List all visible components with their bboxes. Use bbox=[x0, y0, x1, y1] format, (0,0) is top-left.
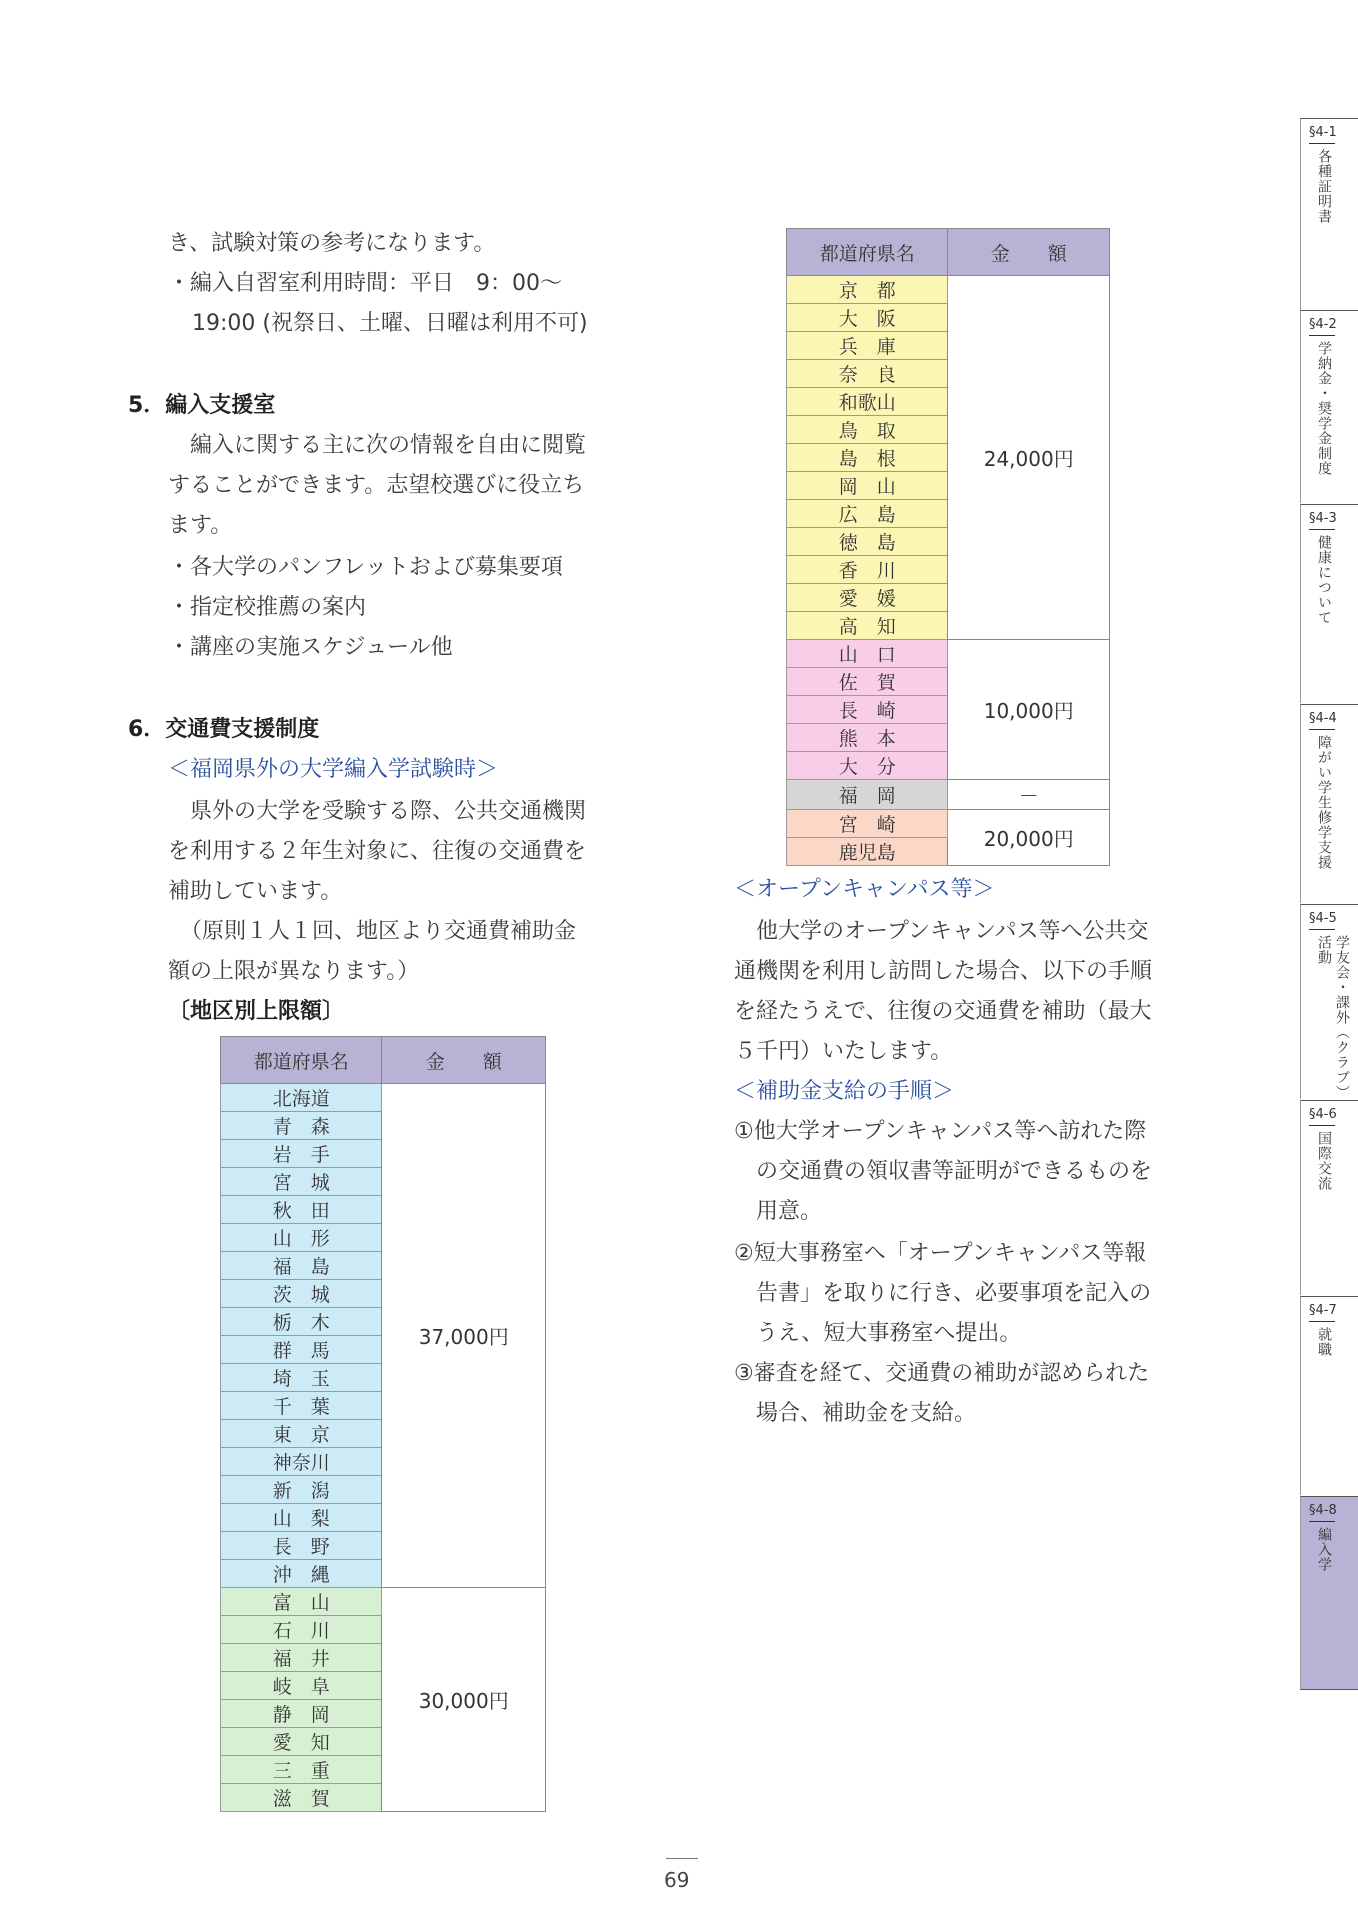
page-number: 69 bbox=[664, 1868, 690, 1892]
prefecture-cell: 三 重 bbox=[221, 1756, 382, 1784]
step-item: ②短大事務室へ「オープンキャンパス等報 bbox=[734, 1241, 1147, 1266]
step-item: の交通費の領収書等証明ができるものを bbox=[756, 1159, 1153, 1184]
tab-rule bbox=[1309, 1125, 1335, 1126]
prefecture-cell: 富 山 bbox=[221, 1588, 382, 1616]
tab-label: 就職 bbox=[1316, 1327, 1332, 1357]
region-amount-table-right bbox=[786, 228, 1110, 866]
prefecture-cell: 和歌山 bbox=[787, 388, 948, 416]
prefecture-cell: 岩 手 bbox=[221, 1140, 382, 1168]
amount-cell: － bbox=[948, 780, 1110, 810]
tab-label: 学納金・奨学金制度 bbox=[1316, 341, 1332, 476]
list-item: ・指定校推薦の案内 bbox=[168, 595, 367, 620]
table-row bbox=[787, 780, 1110, 810]
step-item: ①他大学オープンキャンパス等へ訪れた際 bbox=[734, 1119, 1147, 1144]
prefecture-cell: 新 潟 bbox=[221, 1476, 382, 1504]
subheading: ＜オープンキャンパス等＞ bbox=[734, 877, 995, 902]
prefecture-cell: 北海道 bbox=[221, 1084, 382, 1112]
subheading: ＜福岡県外の大学編入学試験時＞ bbox=[168, 757, 499, 782]
prefecture-cell: 神奈川 bbox=[221, 1448, 382, 1476]
section-tab[interactable] bbox=[1300, 118, 1358, 311]
step-item: うえ、短大事務室へ提出。 bbox=[756, 1321, 1022, 1346]
prefecture-cell: 青 森 bbox=[221, 1112, 382, 1140]
prefecture-cell: 熊 本 bbox=[787, 724, 948, 752]
body-text: を経たうえで、往復の交通費を補助（最大 bbox=[734, 999, 1152, 1024]
region-amount-table-left bbox=[220, 1036, 546, 1812]
prefecture-cell: 静 岡 bbox=[221, 1700, 382, 1728]
prefecture-cell: 茨 城 bbox=[221, 1280, 382, 1308]
body-text: ます。 bbox=[168, 513, 233, 538]
tab-code: §4-5 bbox=[1309, 911, 1337, 926]
tab-rule bbox=[1309, 729, 1335, 730]
prefecture-cell: 宮 城 bbox=[221, 1168, 382, 1196]
prefecture-cell: 鳥 取 bbox=[787, 416, 948, 444]
prefecture-cell: 山 梨 bbox=[221, 1504, 382, 1532]
tab-code: §4-6 bbox=[1309, 1107, 1337, 1122]
prefecture-cell: 群 馬 bbox=[221, 1336, 382, 1364]
prefecture-cell: 長 崎 bbox=[787, 696, 948, 724]
tab-label: 障がい学生修学支援 bbox=[1316, 735, 1332, 870]
tab-label: 学友会・課外（クラブ）活動 bbox=[1316, 935, 1350, 1093]
tab-code: §4-8 bbox=[1309, 1503, 1337, 1518]
prefecture-cell: 大 分 bbox=[787, 752, 948, 780]
step-item: 用意。 bbox=[756, 1199, 823, 1224]
header-amount: 金 額 bbox=[382, 1037, 546, 1084]
section-tab[interactable] bbox=[1300, 704, 1358, 903]
tab-code: §4-7 bbox=[1309, 1303, 1337, 1318]
body-text: 他大学のオープンキャンパス等へ公共交 bbox=[756, 919, 1149, 944]
table-row bbox=[787, 640, 1110, 668]
prefecture-cell: 千 葉 bbox=[221, 1392, 382, 1420]
body-text: 県外の大学を受験する際、公共交通機関 bbox=[190, 799, 587, 824]
prefecture-cell: 京 都 bbox=[787, 276, 948, 304]
tab-label: 健康について bbox=[1316, 535, 1332, 625]
section-heading-6: 6．交通費支援制度 bbox=[128, 717, 320, 742]
amount-cell: 10,000円 bbox=[948, 640, 1110, 780]
prefecture-cell: 香 川 bbox=[787, 556, 948, 584]
body-text: き、試験対策の参考になります。 bbox=[168, 231, 496, 256]
prefecture-cell: 広 島 bbox=[787, 500, 948, 528]
body-text: を利用する２年生対象に、往復の交通費を bbox=[168, 839, 587, 864]
step-item: 告書」を取りに行き、必要事項を記入の bbox=[756, 1281, 1152, 1306]
section-tab[interactable] bbox=[1300, 904, 1358, 1099]
section-tab[interactable] bbox=[1300, 1100, 1358, 1295]
step-item: 場合、補助金を支給。 bbox=[756, 1401, 977, 1426]
prefecture-cell: 岐 阜 bbox=[221, 1672, 382, 1700]
tab-code: §4-4 bbox=[1309, 711, 1337, 726]
tab-rule bbox=[1309, 529, 1335, 530]
tab-label: 各種証明書 bbox=[1316, 149, 1332, 224]
body-text: 19:00 (祝祭日、土曜、日曜は利用不可) bbox=[192, 311, 588, 336]
tab-rule bbox=[1309, 1321, 1335, 1322]
prefecture-cell: 石 川 bbox=[221, 1616, 382, 1644]
body-text: 額の上限が異なります。） bbox=[168, 959, 420, 984]
prefecture-cell: 福 岡 bbox=[787, 780, 948, 810]
prefecture-cell: 愛 知 bbox=[221, 1728, 382, 1756]
list-item: ・各大学のパンフレットおよび募集要項 bbox=[168, 555, 563, 580]
prefecture-cell: 鹿児島 bbox=[787, 838, 948, 866]
body-text: ５千円）いたします。 bbox=[734, 1039, 953, 1064]
body-text: することができます。志望校選びに役立ち bbox=[168, 473, 585, 498]
prefecture-cell: 長 野 bbox=[221, 1532, 382, 1560]
prefecture-cell: 岡 山 bbox=[787, 472, 948, 500]
page-number-rule bbox=[666, 1858, 698, 1859]
prefecture-cell: 愛 媛 bbox=[787, 584, 948, 612]
section-tab[interactable] bbox=[1300, 1496, 1358, 1690]
table-row bbox=[787, 810, 1110, 838]
table-row bbox=[221, 1588, 546, 1616]
prefecture-cell: 兵 庫 bbox=[787, 332, 948, 360]
body-text: （原則１人１回、地区より交通費補助金 bbox=[180, 919, 577, 944]
prefecture-cell: 山 口 bbox=[787, 640, 948, 668]
table-row bbox=[221, 1084, 546, 1112]
prefecture-cell: 奈 良 bbox=[787, 360, 948, 388]
header-prefecture: 都道府県名 bbox=[221, 1037, 382, 1084]
prefecture-cell: 福 井 bbox=[221, 1644, 382, 1672]
amount-cell: 24,000円 bbox=[948, 276, 1110, 640]
tab-label: 国際交流 bbox=[1316, 1131, 1332, 1191]
tab-rule bbox=[1309, 1521, 1335, 1522]
prefecture-cell: 山 形 bbox=[221, 1224, 382, 1252]
section-heading-5: 5．編入支援室 bbox=[128, 393, 276, 418]
section-tab[interactable] bbox=[1300, 1296, 1358, 1495]
prefecture-cell: 高 知 bbox=[787, 612, 948, 640]
tab-code: §4-2 bbox=[1309, 317, 1337, 332]
table-caption: 〔地区別上限額〕 bbox=[168, 999, 345, 1024]
prefecture-cell: 秋 田 bbox=[221, 1196, 382, 1224]
table-row bbox=[787, 276, 1110, 304]
tab-code: §4-3 bbox=[1309, 511, 1337, 526]
list-item: ・講座の実施スケジュール他 bbox=[168, 635, 453, 660]
header-amount: 金 額 bbox=[948, 229, 1110, 276]
section-tab[interactable] bbox=[1300, 310, 1358, 503]
prefecture-cell: 佐 賀 bbox=[787, 668, 948, 696]
prefecture-cell: 沖 縄 bbox=[221, 1560, 382, 1588]
tab-rule bbox=[1309, 143, 1335, 144]
amount-cell: 20,000円 bbox=[948, 810, 1110, 866]
prefecture-cell: 福 島 bbox=[221, 1252, 382, 1280]
amount-cell: 30,000円 bbox=[382, 1588, 546, 1812]
prefecture-cell: 宮 崎 bbox=[787, 810, 948, 838]
list-item: ・編入自習室利用時間：平日 9：00～ bbox=[168, 271, 562, 296]
body-text: 補助しています。 bbox=[168, 879, 343, 904]
section-tab[interactable] bbox=[1300, 504, 1358, 703]
prefecture-cell: 栃 木 bbox=[221, 1308, 382, 1336]
tab-rule bbox=[1309, 929, 1335, 930]
tab-code: §4-1 bbox=[1309, 125, 1337, 140]
prefecture-cell: 島 根 bbox=[787, 444, 948, 472]
tab-rule bbox=[1309, 335, 1335, 336]
step-item: ③審査を経て、交通費の補助が認められた bbox=[734, 1361, 1150, 1386]
body-text: 編入に関する主に次の情報を自由に閲覧 bbox=[190, 433, 587, 458]
tab-label: 編入学 bbox=[1316, 1527, 1332, 1572]
prefecture-cell: 滋 賀 bbox=[221, 1784, 382, 1812]
body-text: 通機関を利用し訪問した場合、以下の手順 bbox=[734, 959, 1153, 984]
prefecture-cell: 東 京 bbox=[221, 1420, 382, 1448]
subheading: ＜補助金支給の手順＞ bbox=[734, 1079, 955, 1104]
header-prefecture: 都道府県名 bbox=[787, 229, 948, 276]
prefecture-cell: 大 阪 bbox=[787, 304, 948, 332]
prefecture-cell: 埼 玉 bbox=[221, 1364, 382, 1392]
prefecture-cell: 徳 島 bbox=[787, 528, 948, 556]
amount-cell: 37,000円 bbox=[382, 1084, 546, 1588]
